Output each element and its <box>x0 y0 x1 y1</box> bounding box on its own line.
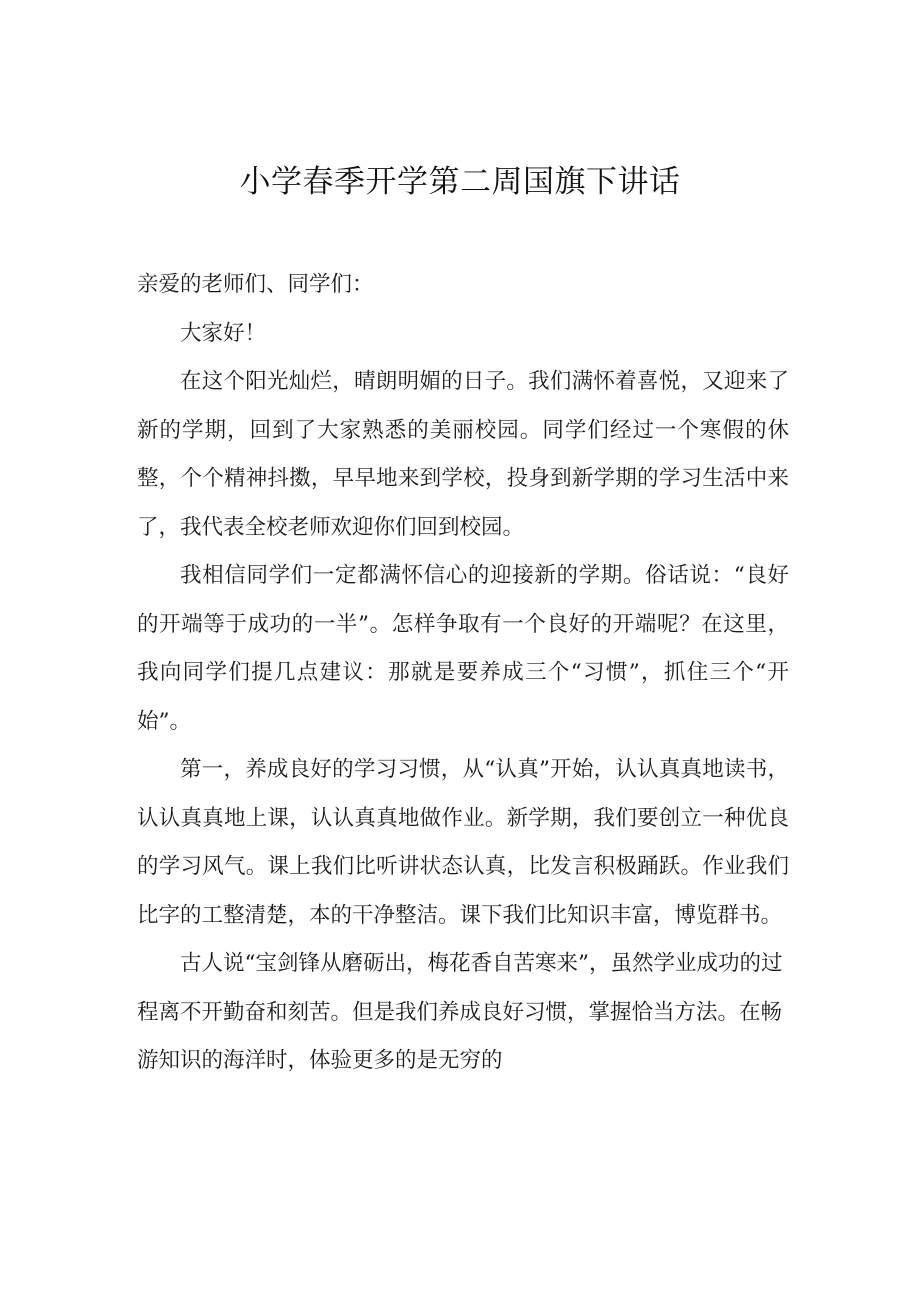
paragraph-good-start: 我相信同学们一定都满怀信心的迎接新的学期。俗话说：“良好的开端等于成功的一半”。怎样争取有一个良好的开端呢？在这里，我向同学们提几点建议：那就是要养成三个“习惯”，抓住三个“开始”。 <box>137 563 789 734</box>
document-title: 小学春季开学第二周国旗下讲话 <box>239 164 681 200</box>
salutation: 亲爱的老师们、同学们： <box>137 272 374 297</box>
paragraph-first-habit: 第一，养成良好的学习习惯，从“认真”开始，认认真真地读书，认认真真地上课，认认真真地做作业。新学期，我们要创立一种优良的学习风气。课上我们比听讲状态认真，比发言积极踊跃。作业我们比字的工整清楚，本的干净整洁。课下我们比知识丰富，博览群书。 <box>137 757 789 928</box>
paragraph-welcome: 在这个阳光灿烂，晴朗明媚的日子。我们满怀着喜悦，又迎来了新的学期，回到了大家熟悉的美丽校园。同学们经过一个寒假的休整，个个精神抖擞，早早地来到学校，投身到新学期的学习生活中来了，我代表全校老师欢迎你们回到校园。 <box>137 369 789 540</box>
paragraph-greeting: 大家好！ <box>180 320 267 346</box>
document-body <box>137 261 789 1086</box>
paragraph-ancient-saying: 古人说“宝剑锋从磨砺出，梅花香自苦寒来”，虽然学业成功的过程离不开勤奋和刻苦。但是我们养成良好习惯，掌握恰当方法。在畅游知识的海洋时，体验更多的是无穷的 <box>137 951 783 1073</box>
